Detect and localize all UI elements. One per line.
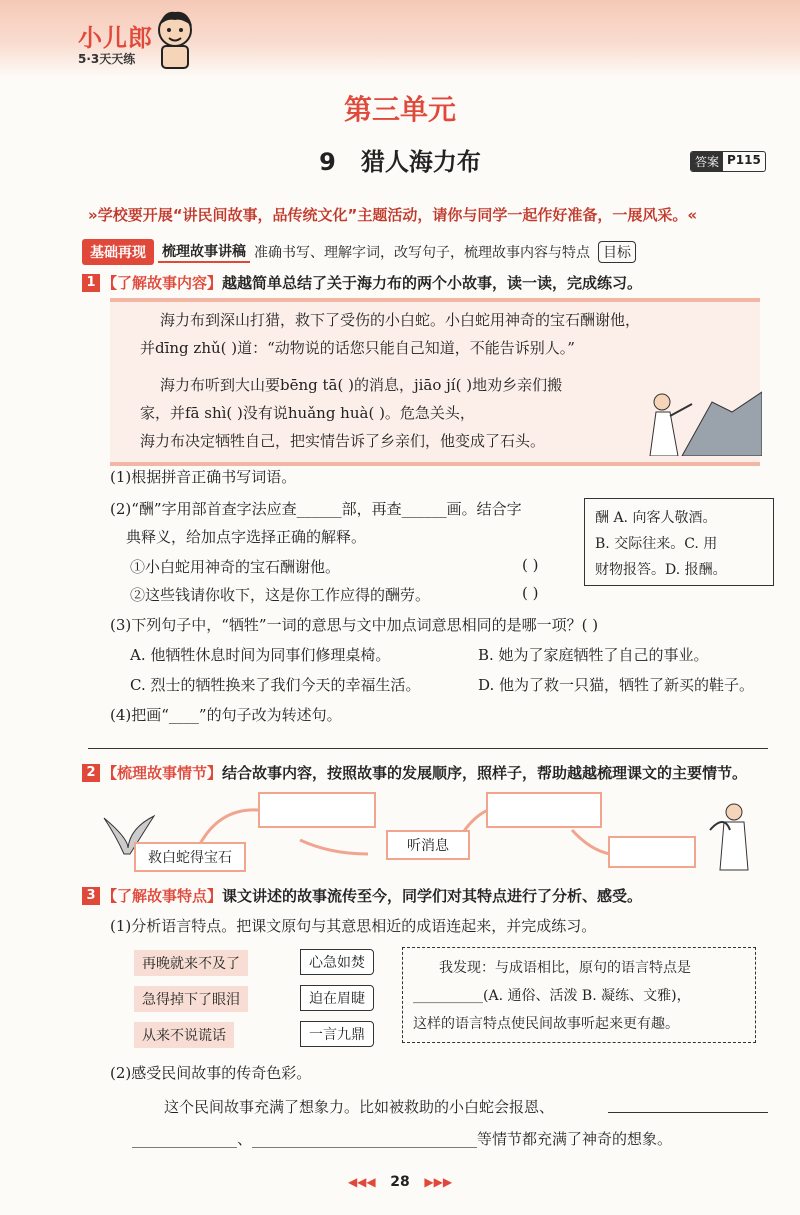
- q3-sub2: (2)感受民间故事的传奇色彩。: [110, 1064, 312, 1082]
- q2-text: 结合故事内容，按照故事的发展顺序，照样子，帮助越越梳理课文的主要情节。: [222, 764, 748, 782]
- section-badge-label: 基础再现: [90, 245, 146, 261]
- finding-box: [402, 947, 756, 1043]
- q1-sub2-line-b: 典释义，给加点字选择正确的解释。: [126, 528, 367, 546]
- original-sentence[interactable]: 从来不说谎话: [134, 1022, 234, 1048]
- story-line: 家，并fā shì( )没有说huǎng huà( )。危急关头，: [140, 404, 475, 422]
- option-d: D. 他为了救一只猫，牺牲了新买的鞋子。: [478, 676, 755, 694]
- story-line: 海力布决定牺牲自己，把实情告诉了乡亲们，他变成了石头。: [140, 432, 546, 450]
- brand-subtitle: 5·3天天练: [78, 52, 136, 66]
- q3-text: 课文讲述的故事流传至今，同学们对其特点进行了分析、感受。: [222, 887, 643, 905]
- finding-line[interactable]: __________(A. 通俗、活泼 B. 凝练、文雅)，: [413, 988, 691, 1004]
- lesson-name: 猎人海力布: [360, 148, 481, 176]
- q2-tag: 【梳理故事情节】: [102, 764, 223, 782]
- lesson-number: 9: [319, 148, 336, 176]
- flow-step-5[interactable]: [608, 836, 696, 868]
- q3-number: 3: [82, 887, 100, 905]
- idiom-option[interactable]: 心急如焚: [300, 949, 374, 975]
- answer-paren[interactable]: ( ): [522, 584, 539, 602]
- q3-sub1: (1)分析语言特点。把课文原句与其意思相近的成语连起来，并完成练习。: [110, 917, 597, 935]
- q1-number: 1: [82, 274, 100, 292]
- definition-line: 财物报答。D. 报酬。: [595, 562, 727, 578]
- hero-illustration-icon: [622, 382, 762, 456]
- story-line: 海力布听到大山要bēng tā( )的消息，jiāo jí( )地劝乡亲们搬: [160, 376, 563, 394]
- q1-sub1: (1)根据拼音正确书写词语。: [110, 468, 297, 486]
- flow-step-3: 听消息: [386, 830, 470, 860]
- mascot-icon: [152, 8, 198, 72]
- definition-line: B. 交际往来。C. 用: [595, 536, 718, 552]
- q1-sub3: (3)下列句子中，“牺牲”一词的意思与文中加点词意思相同的是哪一项？( ): [110, 616, 599, 634]
- q3-sub2-line2: ______________、______________________________等情节都充满了神奇的想象。: [132, 1130, 673, 1148]
- flow-step-2[interactable]: [258, 792, 376, 828]
- q1-text: 越越简单总结了关于海力布的两个小故事，读一读，完成练习。: [222, 274, 643, 292]
- q1-sub2-item2: ②这些钱请你收下，这是你工作应得的酬劳。: [130, 586, 431, 604]
- section-subtitle: 梳理故事讲稿: [158, 241, 250, 263]
- section-goal: 目标: [598, 241, 636, 263]
- answer-reference: [690, 151, 766, 172]
- answer-label: 答案: [691, 152, 723, 171]
- q3-sub2-line1: 这个民间故事充满了想象力。比如被救助的小白蛇会报恩、: [164, 1098, 555, 1116]
- q2-heading: [82, 762, 747, 783]
- original-sentence[interactable]: 再晚就来不及了: [134, 950, 248, 976]
- finding-line: 这样的语言特点使民间故事听起来更有趣。: [413, 1016, 679, 1032]
- q1-sub2-line-a: (2)“酬”字用部首查字法应查______部，再查______画。结合字: [110, 500, 522, 518]
- q3-heading: [82, 885, 642, 906]
- original-sentence[interactable]: 急得掉下了眼泪: [134, 986, 248, 1012]
- idiom-option[interactable]: 一言九鼎: [300, 1021, 374, 1047]
- option-a: A. 他牺牲休息时间为同事们修理桌椅。: [130, 646, 391, 664]
- answer-line[interactable]: [88, 748, 768, 749]
- activity-intro: »学校要开展“讲民间故事，品传统文化”主题活动，请你与同学一起作好准备，一展风采。«: [88, 206, 698, 224]
- brand-logo: 小儿郎: [78, 24, 153, 52]
- q1-heading: [82, 272, 642, 293]
- unit-title: 第三单元: [343, 93, 456, 126]
- answer-paren[interactable]: ( ): [522, 556, 539, 574]
- q1-tag: 【了解故事内容】: [102, 274, 223, 292]
- lesson-title: [0, 142, 800, 177]
- definition-line: 酬 A. 向客人敬酒。: [595, 510, 717, 526]
- q3-tag: 【了解故事特点】: [102, 887, 223, 905]
- idiom-option[interactable]: 迫在眉睫: [300, 985, 374, 1011]
- answer-line[interactable]: [608, 1112, 768, 1113]
- finding-line: 我发现：与成语相比，原句的语言特点是: [439, 960, 691, 976]
- story-line: 海力布到深山打猎，救下了受伤的小白蛇。小白蛇用神奇的宝石酬谢他，: [160, 311, 641, 329]
- story-line: 并dīng zhǔ( )道：“动物说的话您只能自己知道，不能告诉别人。”: [140, 339, 575, 357]
- archer-icon: [704, 800, 764, 872]
- section-header: [82, 239, 636, 265]
- q2-number: 2: [82, 764, 100, 782]
- prev-arrows-icon: ◀◀◀: [347, 1175, 376, 1189]
- section-description: 准确书写、理解字词，改写句子，梳理故事内容与特点: [254, 245, 590, 261]
- q1-sub4: (4)把画“____”的句子改为转述句。: [110, 706, 342, 724]
- page-footer: [0, 1174, 800, 1190]
- option-b: B. 她为了家庭牺牲了自己的事业。: [478, 646, 709, 664]
- definition-box: [584, 498, 774, 586]
- page-number: 28: [390, 1174, 410, 1190]
- section-badge: [82, 239, 154, 265]
- next-arrows-icon: ▶▶▶: [424, 1175, 453, 1189]
- answer-page: P115: [727, 153, 761, 167]
- flow-step-1: 救白蛇得宝石: [134, 842, 246, 872]
- flow-step-4[interactable]: [486, 792, 602, 828]
- q1-sub2-item1: ①小白蛇用神奇的宝石酬谢他。: [130, 558, 341, 576]
- option-c: C. 烈士的牺牲换来了我们今天的幸福生活。: [130, 676, 421, 694]
